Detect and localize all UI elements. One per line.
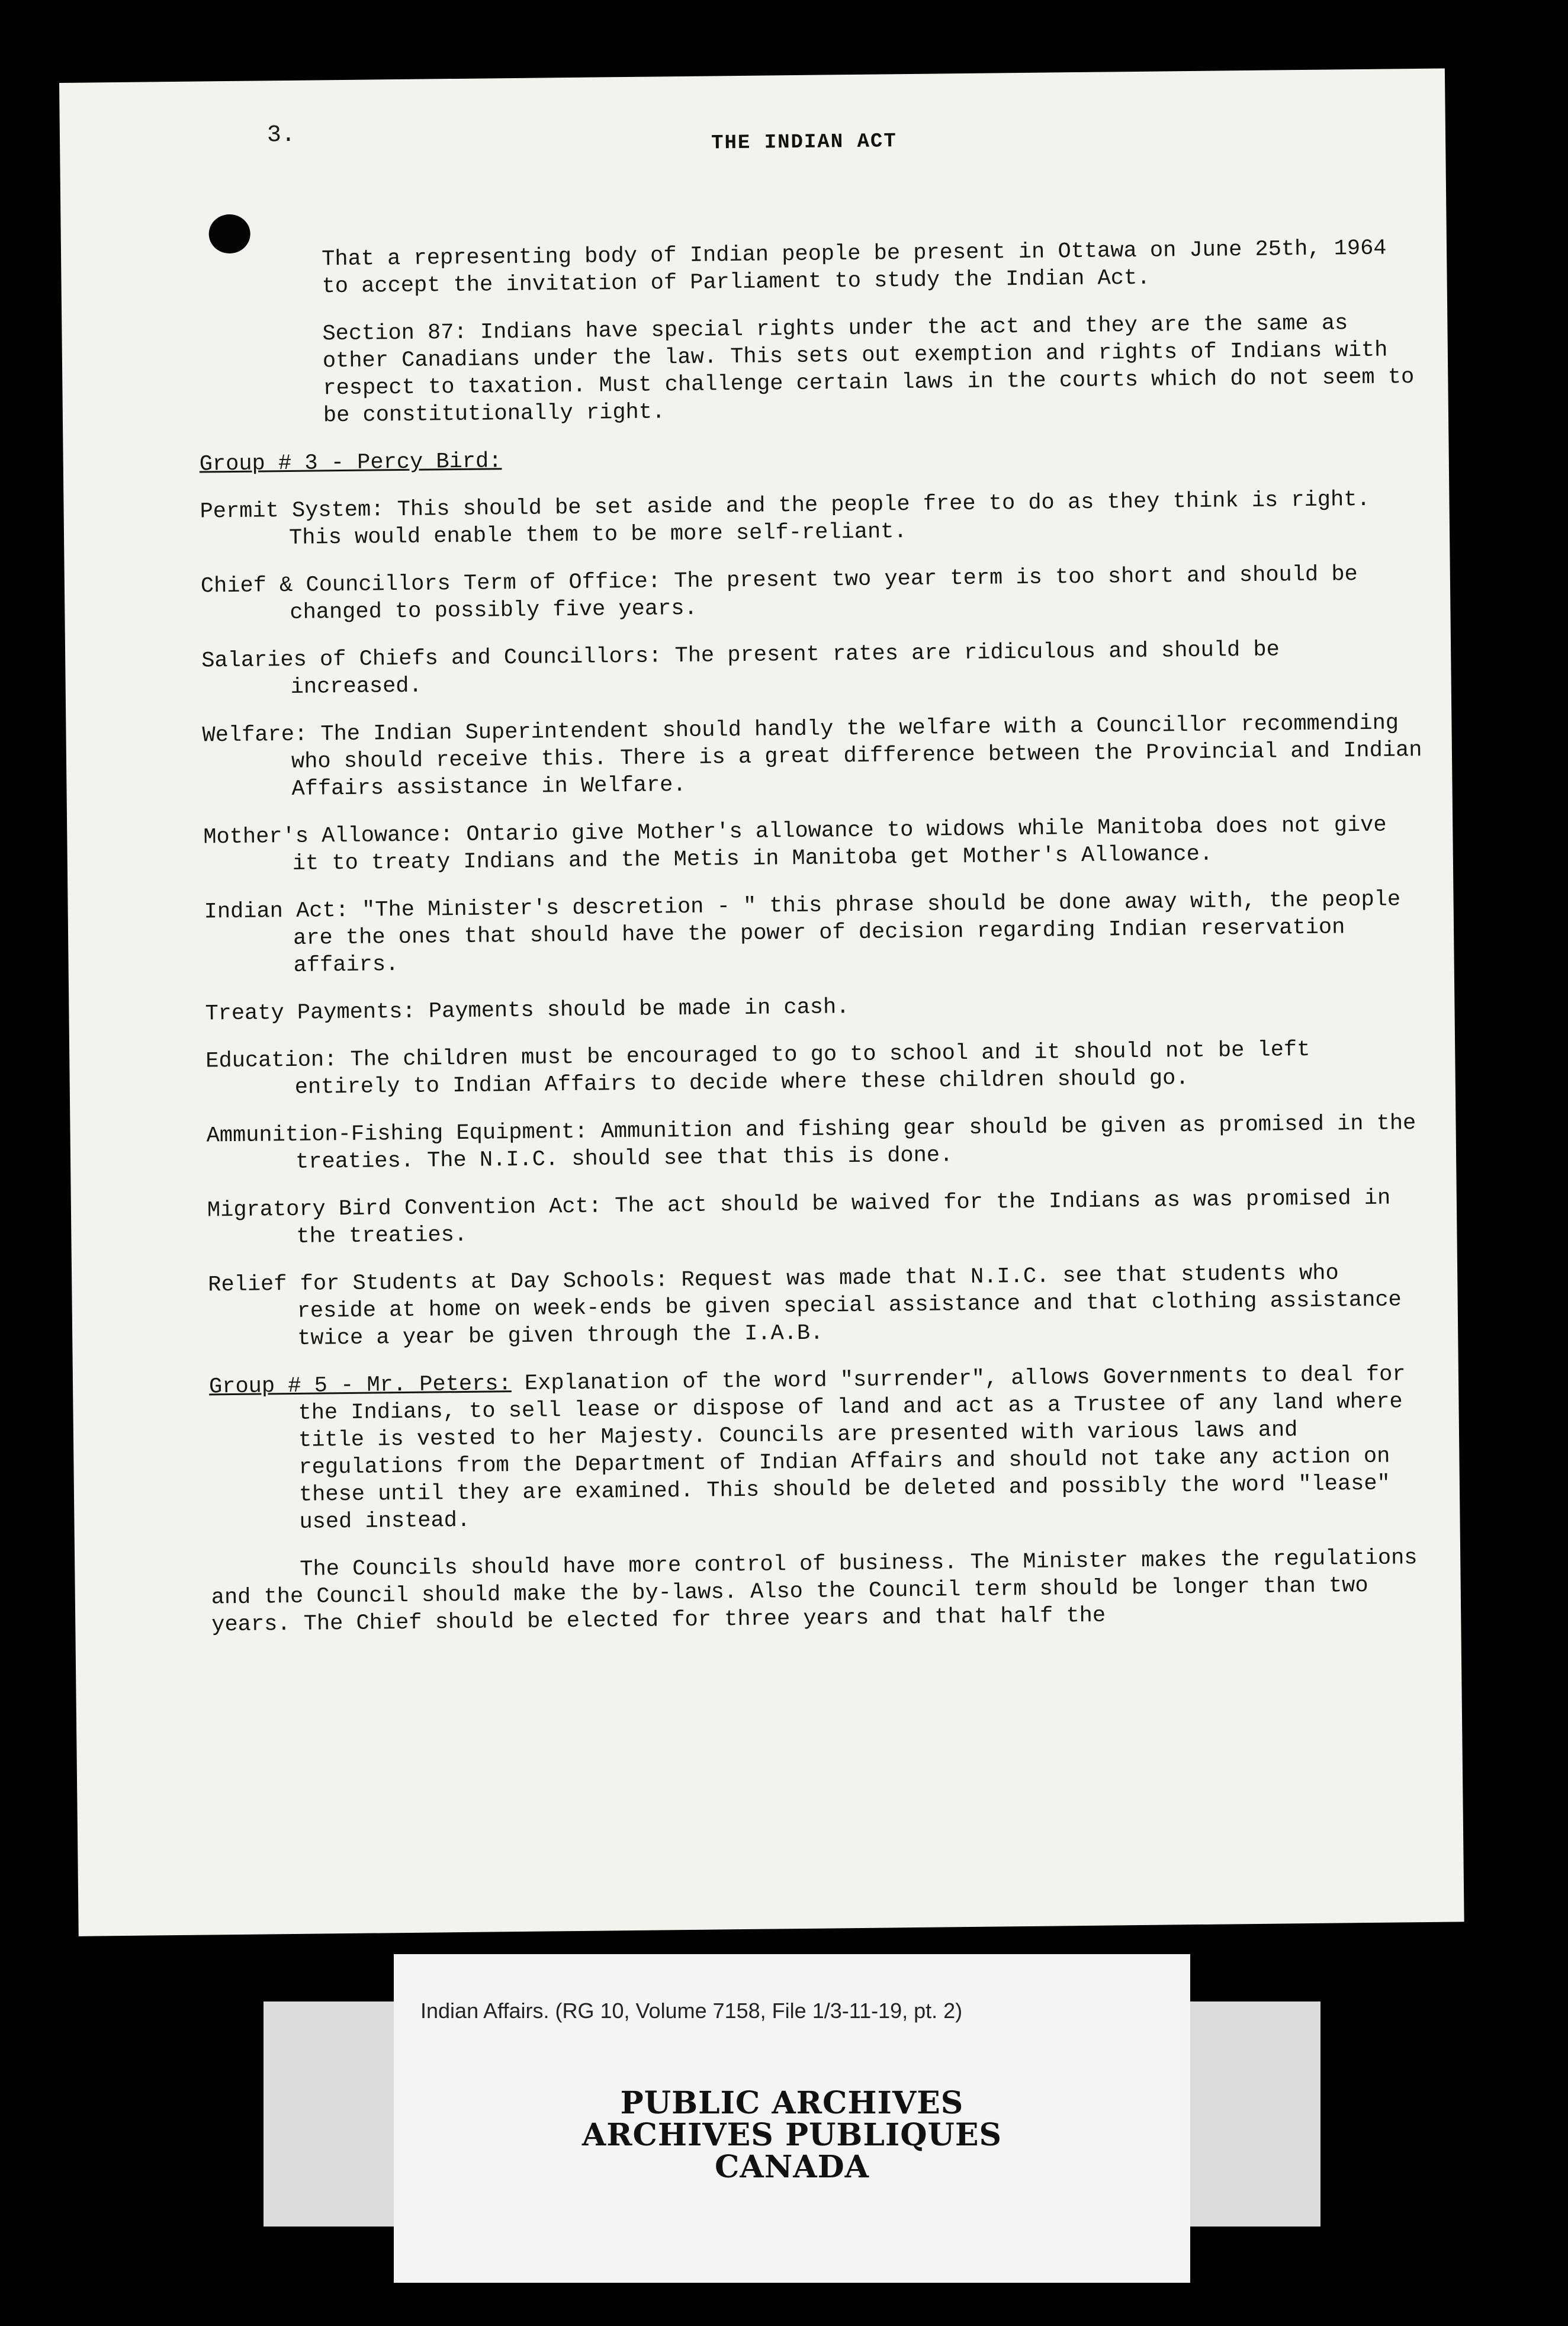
document-page [59,68,1464,1936]
entry-label: Mother's Allowance: [203,823,454,850]
page-number: 3. [266,121,296,149]
intro-paragraph: That a representing body of Indian people be present in Ottawa on June 25th, 1964 to accept the invitation of Parliament to study the Indian Act. [321,236,1387,300]
entry-label: Chief & Councillors Term of Office: [200,569,661,599]
card-holder-left [264,2001,394,2227]
archive-stamp [394,2087,1190,2183]
entry-permit-system [200,486,1420,553]
group-3-heading: Group # 3 - Percy Bird: [199,449,502,477]
entry-text: The act should be waived for the Indians as was promised in the treaties. [296,1186,1391,1249]
entry-label: Migratory Bird Convention Act: [207,1194,602,1223]
entry-text: Ontario give Mother's allowance to widows while Manitoba does not give it to treaty Indians and the Metis in Manitoba get Mother's Allowance. [292,812,1387,876]
entry-text: Ammunition and fishing gear should be given as promised in the treaties. The N.I.C. should see that this is done. [295,1111,1416,1175]
entry-label: Welfare: [202,722,308,748]
entry-label: Treaty Payments: [205,999,416,1027]
entry-ammunition-fishing [206,1110,1426,1177]
entry-relief-students [208,1259,1428,1354]
archive-label-card [264,1954,1320,2283]
entry-text: The Indian Superintendent should handly the welfare with a Councillor recommending who should receive this. There is a great difference between the Provincial and Indian Affairs assistance in Welfare. [291,711,1422,802]
entry-label: Education: [205,1048,338,1074]
entry-label: Ammunition-Fishing Equipment: [206,1119,588,1149]
document-body [197,234,1432,1659]
entry-migratory-bird [207,1184,1428,1252]
citation-card [394,1954,1190,2283]
entry-text: Request was made that N.I.C. see that students who reside at home on week-ends be given special assistance and that clothing assistance twice a year be given through the I.A.B. [297,1261,1402,1351]
stamp-line-1: PUBLIC ARCHIVES [620,2085,964,2121]
entry-label: Salaries of Chiefs and Councillors: [201,644,662,674]
entry-text: The present two year term is too short and should be changed to possibly five years. [290,562,1358,625]
entry-label: Indian Act: [204,898,349,925]
entry-text: "The Minister's descretion - " this phrase should be done away with, the people are the ones that should have the power of decision regarding Indian reservation affairs. [293,887,1401,978]
entry-education [205,1035,1426,1103]
entry-text: Payments should be made in cash. [428,995,850,1024]
entry-mothers-allowance [203,811,1424,879]
document-title: THE INDIAN ACT [711,130,897,155]
entry-term-of-office [201,560,1421,628]
entry-text: The present rates are ridiculous and should be increased. [290,637,1280,700]
group-5-heading: Group # 5 - Mr. Peters: [208,1371,512,1400]
group-5-paragraph [209,1361,1431,1537]
archive-citation: Indian Affairs. (RG 10, Volume 7158, File 1/3-11-19, pt. 2) [420,1999,963,2023]
entry-label: Permit System: [200,497,384,525]
entry-text: The children must be encouraged to go to school and it should not be left entirely to Indian Affairs to decide where these children should go. [294,1037,1310,1100]
closing-paragraph: The Councils should have more control of business. The Minister makes the regulations and the Council should make the by-laws. Also the Council term should be longer than two years. The Chief should be elected for three years and that half the [211,1546,1418,1638]
stamp-line-3: CANADA [714,2149,870,2185]
entry-label: Relief for Students at Day Schools: [208,1268,669,1298]
entry-welfare [202,709,1422,804]
group-5-text: Explanation of the word "surrender", allows Governments to deal for the Indians, to sell lease or dispose of land and act as a Trustee of any land where title is vested to her Majesty. Councils are presented with various laws and regulations from the Department of Indian Affairs and should not take any action on these until they are examined. This should be deleted and possibly the word "lease" used instead. [298,1362,1406,1535]
section-87-paragraph: Section 87: Indians have special rights under the act and they are the same as other Canadians under the law. This sets out exemption and rights of Indians with respect to taxation. Must challenge certain laws in the courts which do not seem to be constitutionally right. [322,311,1415,429]
entry-salaries [201,635,1422,702]
stamp-line-2: ARCHIVES PUBLIQUES [581,2117,1003,2153]
card-holder-right [1190,2001,1320,2227]
entry-treaty-payments [205,988,1425,1028]
entry-text: This should be set aside and the people free to do as they think is right. This would enable them to be more self-reliant. [288,487,1370,551]
entry-indian-act [204,886,1424,981]
